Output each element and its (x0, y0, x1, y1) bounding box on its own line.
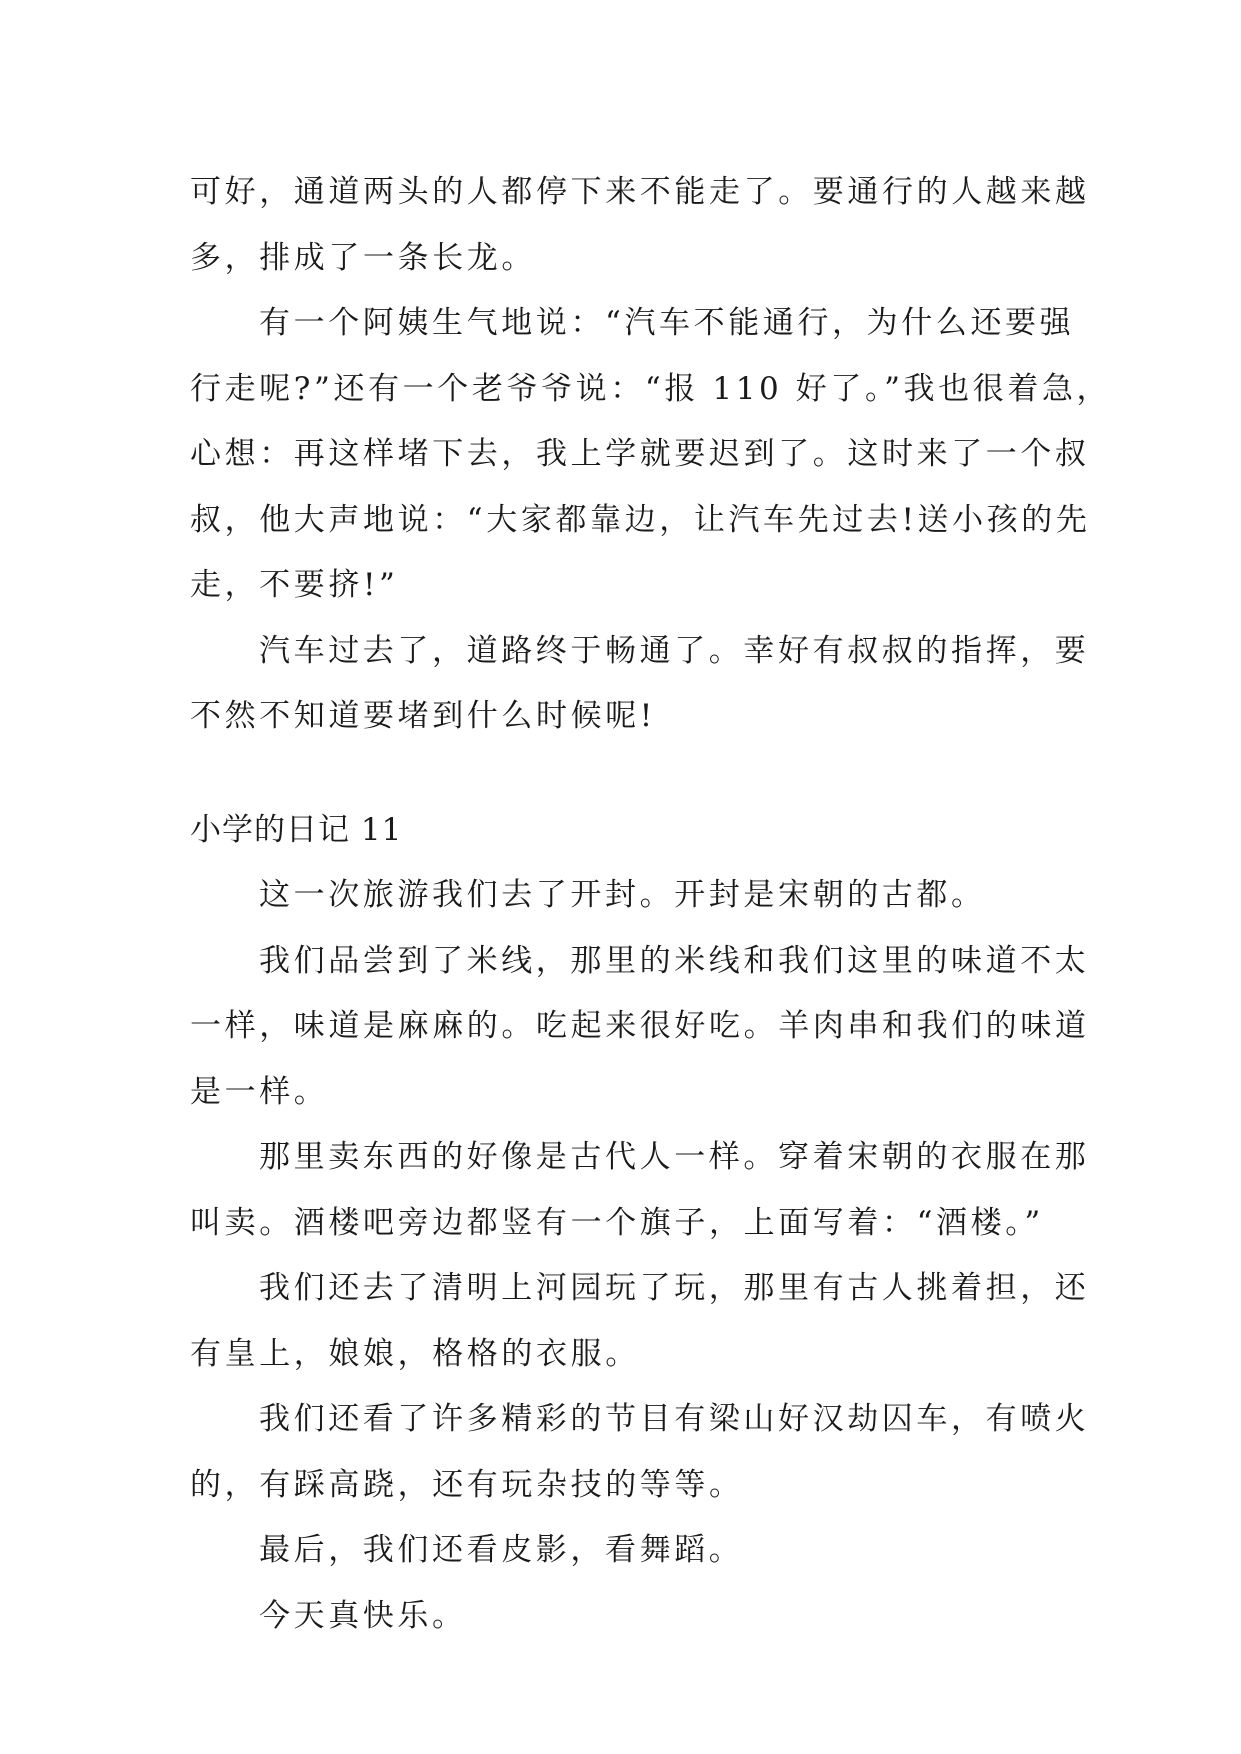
text-line: 有皇上，娘娘，格格的衣服。 (190, 1335, 640, 1372)
text-line: 叫卖。酒楼吧旁边都竖有一个旗子，上面写着：“酒楼。” (190, 1204, 1044, 1241)
diary-entry (190, 798, 1090, 1650)
text-line: 我们品尝到了米线，那里的米线和我们这里的味道不太 (259, 942, 1090, 979)
text-line: 最后，我们还看皮影，看舞蹈。 (259, 1532, 744, 1568)
text-line: 行走呢?”还有一个老爷爷说：“报 110 好了。”我也很着急， (190, 370, 1112, 407)
diary-title: 小学的日记 11 (190, 811, 403, 848)
text-line: 一样，味道是麻麻的。吃起来很好吃。羊肉串和我们的味道 (190, 1008, 1090, 1044)
text-line: 不然不知道要堵到什么时候呢! (190, 698, 656, 734)
text-line: 汽车过去了，道路终于畅通了。幸好有叔叔的指挥，要 (259, 632, 1090, 669)
text-line: 是一样。 (190, 1073, 329, 1110)
text-line: 走，不要挤!” (190, 567, 399, 603)
text-line: 我们还去了清明上河园玩了玩，那里有古人挑着担，还 (259, 1270, 1090, 1306)
document-page (190, 160, 1112, 1649)
text-line: 这一次旅游我们去了开封。开封是宋朝的古都。 (259, 877, 986, 913)
text-line: 可好，通道两头的人都停下来不能走了。要通行的人越来越 (190, 174, 1090, 210)
text-line: 叔，他大声地说：“大家都靠边，让汽车先过去!送小孩的先 (190, 501, 1091, 538)
section-gap (190, 750, 1070, 798)
text-line: 心想：再这样堵下去，我上学就要迟到了。这时来了一个叔 (190, 436, 1090, 472)
text-line: 我们还看了许多精彩的节目有梁山好汉劫囚车，有喷火 (259, 1401, 1090, 1437)
text-line: 那里卖东西的好像是古代人一样。穿着宋朝的衣服在那 (259, 1139, 1090, 1175)
story-continuation (190, 160, 1112, 750)
text-line: 多，排成了一条长龙。 (190, 239, 536, 276)
text-line: 有一个阿姨生气地说：“汽车不能通行，为什么还要强 (259, 305, 1075, 341)
text-line: 今天真快乐。 (259, 1597, 467, 1634)
text-line: 的，有踩高跷，还有玩杂技的等等。 (190, 1466, 744, 1503)
